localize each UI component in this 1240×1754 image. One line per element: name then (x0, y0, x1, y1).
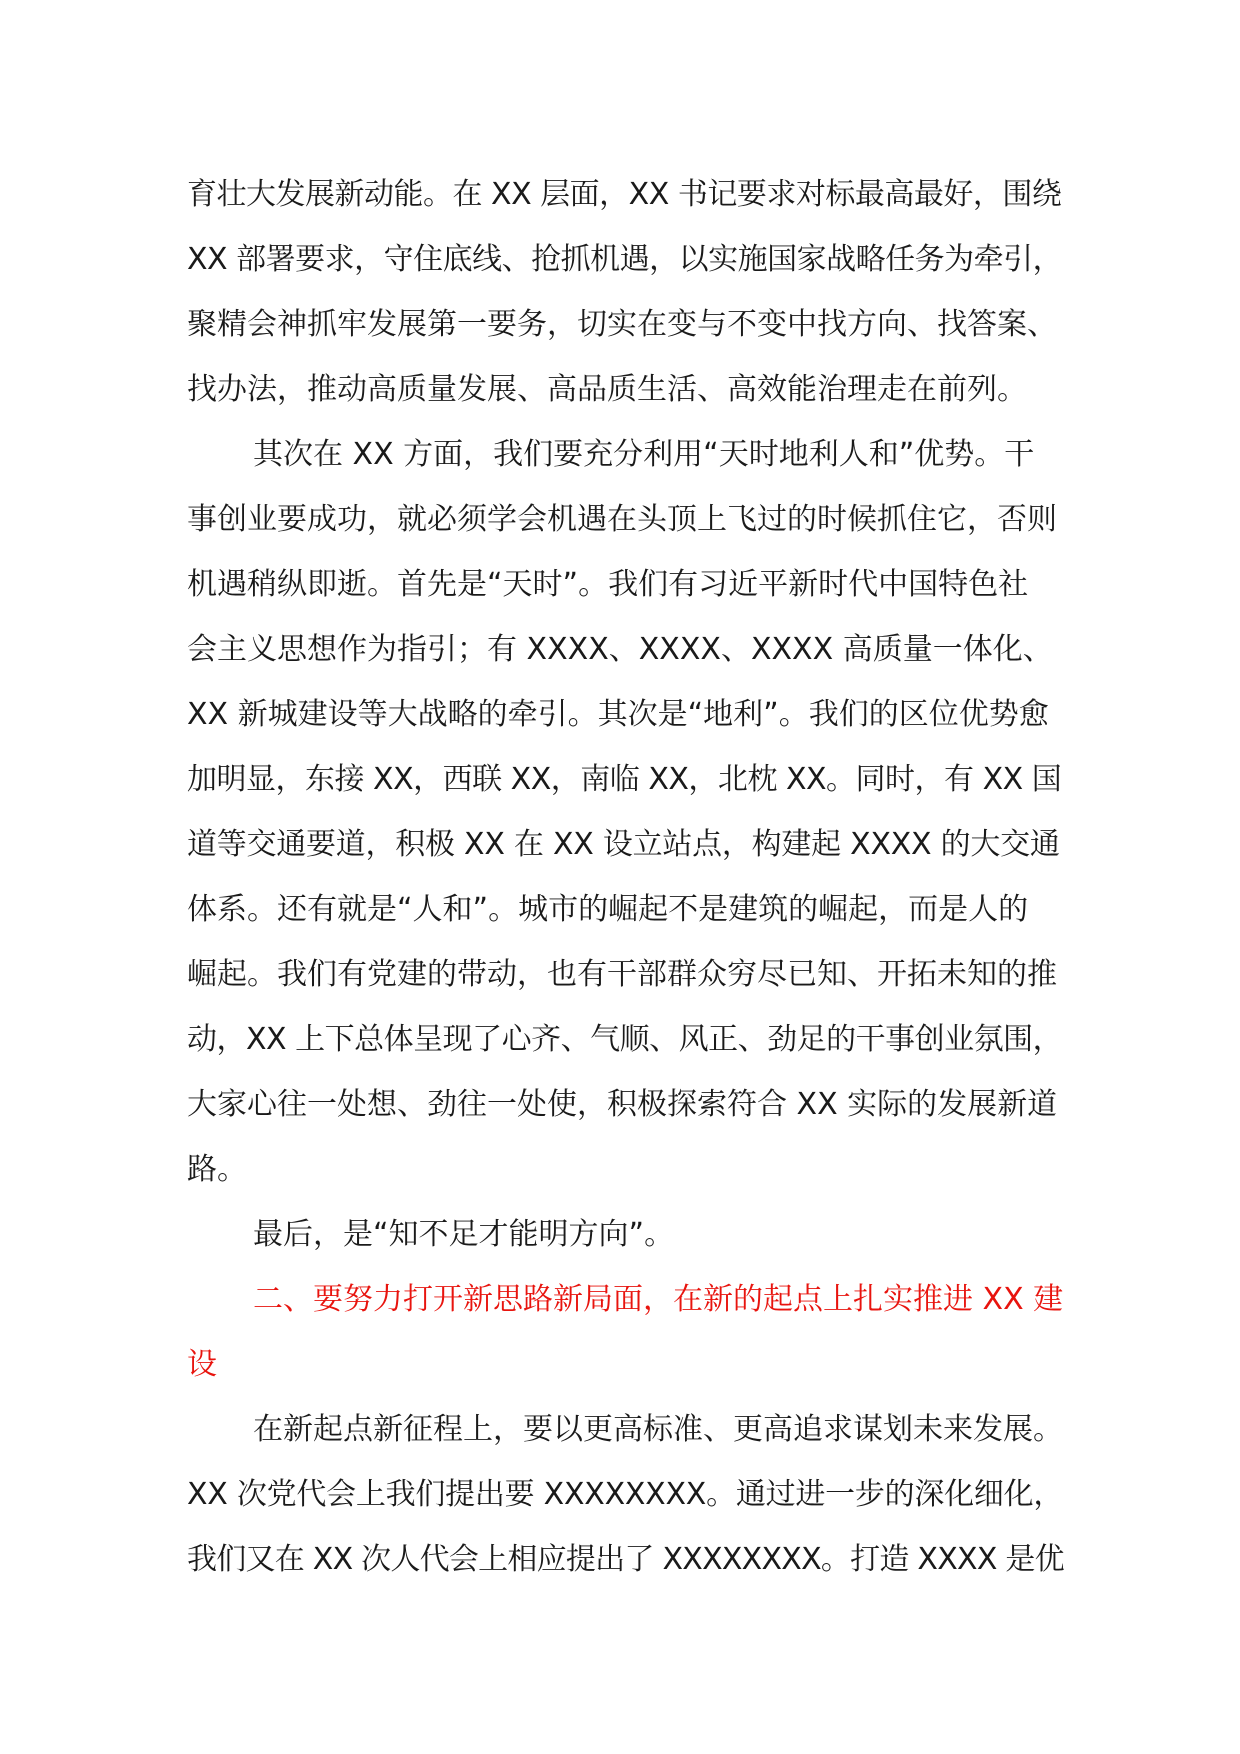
text-line: 在新起点新征程上，要以更高标准、更高追求谋划未来发展。 (253, 1412, 1063, 1447)
text-line: 事创业要成功，就必须学会机遇在头顶上飞过的时候抓住它，否则 (187, 502, 1057, 537)
text-line: XX 次党代会上我们提出要 XXXXXXXX。通过进一步的深化细化， (187, 1477, 1064, 1512)
paragraph-2 (187, 422, 1067, 1202)
heading-line: 二、要努力打开新思路新局面，在新的起点上扎实推进 XX 建 (253, 1282, 1064, 1317)
text-line: 找办法，推动高质量发展、高品质生活、高效能治理走在前列。 (187, 372, 1027, 407)
paragraph-1 (187, 162, 1067, 422)
text-line: XX 新城建设等大战略的牵引。其次是“地利”。我们的区位优势愈 (187, 697, 1049, 732)
text-line: 大家心往一处想、劲往一处使，积极探索符合 XX 实际的发展新道 (187, 1087, 1058, 1122)
text-line: 最后，是“知不足才能明方向”。 (253, 1217, 675, 1252)
document-body (187, 162, 1067, 1592)
text-line: 机遇稍纵即逝。首先是“天时”。我们有习近平新时代中国特色社 (187, 567, 1029, 602)
text-line: 体系。还有就是“人和”。城市的崛起不是建筑的崛起，而是人的 (187, 892, 1029, 927)
section-heading (187, 1267, 1067, 1397)
text-line: 道等交通要道，积极 XX 在 XX 设立站点，构建起 XXXX 的大交通 (187, 827, 1060, 862)
paragraph-4 (187, 1397, 1067, 1592)
text-line: XX 部署要求，守住底线、抢抓机遇，以实施国家战略任务为牵引， (187, 242, 1063, 277)
paragraph-3 (187, 1202, 1067, 1267)
text-line: 聚精会神抓牢发展第一要务，切实在变与不变中找方向、找答案、 (187, 307, 1057, 342)
text-line: 会主义思想作为指引；有 XXXX、XXXX、XXXX 高质量一体化、 (187, 632, 1053, 667)
text-line: 加明显，东接 XX，西联 XX，南临 XX，北枕 XX。同时，有 XX 国 (187, 762, 1062, 797)
text-line: 育壮大发展新动能。在 XX 层面，XX 书记要求对标最高最好，围绕 (187, 177, 1062, 212)
text-line: 动，XX 上下总体呈现了心齐、气顺、风正、劲足的干事创业氛围， (187, 1022, 1063, 1057)
text-line: 其次在 XX 方面，我们要充分利用“天时地利人和”优势。干 (253, 437, 1035, 472)
heading-line: 设 (187, 1347, 217, 1382)
text-line: 崛起。我们有党建的带动，也有干部群众穷尽已知、开拓未知的推 (187, 957, 1057, 992)
text-line: 我们又在 XX 次人代会上相应提出了 XXXXXXXX。打造 XXXX 是优 (187, 1542, 1064, 1577)
text-line: 路。 (187, 1152, 247, 1187)
